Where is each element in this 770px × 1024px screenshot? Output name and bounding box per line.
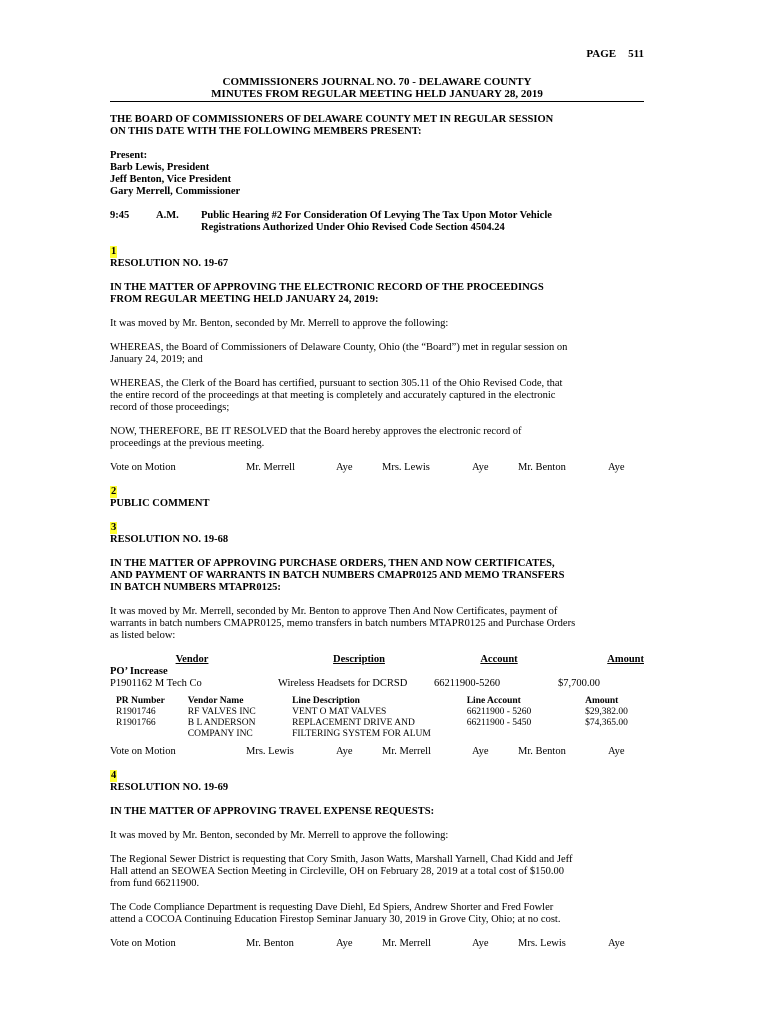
pr-cell [467, 729, 585, 740]
item1-resolved-1: NOW, THEREFORE, BE IT RESOLVED that the Board hereby approves the electronic record of [110, 426, 522, 437]
item4-vote [110, 938, 644, 950]
pr-header-vendor: Vendor Name [187, 696, 244, 706]
item-number-4: 4 [111, 770, 117, 781]
page-label: PAGE [586, 48, 617, 60]
pr-header-number: PR Number [116, 696, 165, 706]
item1-vote [110, 462, 644, 474]
vote-2: Aye [472, 746, 489, 757]
po-increase-label: PO’ Increase [110, 666, 168, 677]
pr-header-account: Line Account [466, 696, 521, 706]
public-comment-heading: PUBLIC COMMENT [110, 498, 210, 509]
pr-table [116, 696, 644, 740]
page-number [586, 48, 644, 60]
item3-moved-3: as listed below: [110, 630, 176, 641]
public-hearing [110, 210, 644, 234]
item3-title-2: AND PAYMENT OF WARRANTS IN BATCH NUMBERS CMAPR0125 AND MEMO TRANSFERS [110, 570, 565, 581]
pr-table-header [116, 696, 644, 707]
member-3: Gary Merrell, Commissioner [110, 186, 241, 197]
voter-2: Mr. Merrell [382, 746, 431, 757]
item4-para-2b: attend a COCOA Continuing Education Firestop Seminar January 30, 2019 in Grove City, Ohio; at no cost. [110, 914, 561, 925]
journal-header [110, 76, 644, 102]
vote-3: Aye [608, 462, 625, 473]
item4-para-1b: Hall attend an SEOWEA Section Meeting in Circleville, OH on February 28, 2019 at a total cost of $150.00 [110, 866, 565, 877]
po-description: Wireless Headsets for DCRSD [278, 678, 408, 689]
item1-title-2: FROM REGULAR MEETING HELD JANUARY 24, 2019: [110, 294, 379, 305]
voter-1: Mr. Benton [246, 938, 294, 949]
pr-cell: 66211900 - 5450 [466, 718, 532, 728]
item4-moved: It was moved by Mr. Benton, seconded by Mr. Merrell to approve the following: [110, 830, 449, 841]
item4-para-1c: from fund 66211900. [110, 878, 200, 889]
po-account: 66211900-5260 [434, 678, 501, 689]
vote-2: Aye [472, 462, 489, 473]
voter-3: Mr. Benton [518, 746, 566, 757]
hearing-line-2: Registrations Authorized Under Ohio Revised Code Section 4504.24 [201, 222, 505, 233]
journal-page [110, 48, 644, 950]
po-amount: $7,700.00 [558, 678, 600, 689]
present-members [110, 150, 644, 198]
voter-2: Mrs. Lewis [382, 462, 430, 473]
member-1: Barb Lewis, President [110, 162, 210, 173]
item4-title: IN THE MATTER OF APPROVING TRAVEL EXPENSE REQUESTS: [110, 806, 435, 817]
table-row [116, 729, 644, 740]
item1-whereas-2c: record of those proceedings; [110, 402, 230, 413]
item1-title-1: IN THE MATTER OF APPROVING THE ELECTRONIC RECORD OF THE PROCEEDINGS [110, 282, 544, 293]
pr-cell: FILTERING SYSTEM FOR ALUM [292, 729, 431, 739]
header-vendor: Vendor [175, 654, 209, 665]
table-row [116, 718, 644, 729]
item1-moved: It was moved by Mr. Benton, seconded by Mr. Merrell to approve the following: [110, 318, 449, 329]
resolution-19-68: RESOLUTION NO. 19-68 [110, 534, 229, 545]
vote-3: Aye [608, 938, 625, 949]
vote-2: Aye [472, 938, 489, 949]
member-2: Jeff Benton, Vice President [110, 174, 232, 185]
vote-1: Aye [336, 938, 353, 949]
item3-title-3: IN BATCH NUMBERS MTAPR0125: [110, 582, 281, 593]
header-line-1: COMMISSIONERS JOURNAL NO. 70 - DELAWARE COUNTY [222, 76, 532, 88]
pr-cell: R1901766 [116, 718, 156, 728]
pr-cell: RF VALVES INC [187, 707, 256, 717]
item1-whereas-1a: WHEREAS, the Board of Commissioners of Delaware County, Ohio (the “Board”) met in regular session on [110, 342, 568, 353]
item-number-2: 2 [111, 486, 117, 497]
item3-moved-2: warrants in batch numbers CMAPR0125, memo transfers in batch numbers MTAPR0125 and Purchase Orders [110, 618, 576, 629]
pr-cell: R1901746 [116, 707, 156, 717]
hearing-line-1: Public Hearing #2 For Consideration Of Levying The Tax Upon Motor Vehicle [201, 210, 552, 221]
pr-cell: REPLACEMENT DRIVE AND [292, 718, 415, 728]
table-row [116, 707, 644, 718]
page-number-value: 511 [628, 48, 644, 60]
pr-cell [585, 729, 644, 740]
item3-title-1: IN THE MATTER OF APPROVING PURCHASE ORDERS, THEN AND NOW CERTIFICATES, [110, 558, 555, 569]
voter-3: Mrs. Lewis [518, 938, 566, 949]
hearing-ampm: A.M. [156, 210, 179, 221]
vendor-table-header [110, 654, 644, 666]
vote-label: Vote on Motion [110, 938, 176, 949]
pr-cell: $29,382.00 [585, 707, 628, 717]
pr-header-description: Line Description [292, 696, 360, 706]
voter-1: Mrs. Lewis [246, 746, 294, 757]
item3-vote [110, 746, 644, 758]
voter-3: Mr. Benton [518, 462, 566, 473]
item4-para-2a: The Code Compliance Department is requesting Dave Diehl, Ed Spiers, Andrew Shorter and Fred Fowler [110, 902, 554, 913]
item3-moved-1: It was moved by Mr. Merrell, seconded by Mr. Benton to approve Then And Now Certificates, payment of [110, 606, 558, 617]
header-amount: Amount [607, 654, 644, 665]
item-number-1: 1 [111, 246, 117, 257]
intro-line-2: ON THIS DATE WITH THE FOLLOWING MEMBERS PRESENT: [110, 126, 422, 137]
po-row [110, 678, 644, 690]
pr-cell: COMPANY INC [187, 729, 253, 739]
item4-para-1a: The Regional Sewer District is requesting that Cory Smith, Jason Watts, Marshall Yarnell, Chad Kidd and Jeff [110, 854, 573, 865]
vote-1: Aye [336, 746, 353, 757]
pr-cell: $74,365.00 [585, 718, 628, 728]
vote-label: Vote on Motion [110, 746, 176, 757]
intro-line-1: THE BOARD OF COMMISSIONERS OF DELAWARE COUNTY MET IN REGULAR SESSION [110, 114, 554, 125]
pr-cell: 66211900 - 5260 [466, 707, 532, 717]
vote-label: Vote on Motion [110, 462, 176, 473]
present-label: Present: [110, 150, 148, 161]
resolution-19-67: RESOLUTION NO. 19-67 [110, 258, 229, 269]
voter-2: Mr. Merrell [382, 938, 431, 949]
item1-whereas-2a: WHEREAS, the Clerk of the Board has certified, pursuant to section 305.11 of the Ohio Revised Code, that [110, 378, 563, 389]
resolution-19-69: RESOLUTION NO. 19-69 [110, 782, 229, 793]
item1-resolved-2: proceedings at the previous meeting. [110, 438, 265, 449]
voter-1: Mr. Merrell [246, 462, 295, 473]
item-number-3: 3 [111, 522, 117, 533]
vote-3: Aye [608, 746, 625, 757]
header-description: Description [333, 654, 385, 665]
item1-whereas-1b: January 24, 2019; and [110, 354, 203, 365]
pr-header-amount: Amount [585, 696, 619, 706]
header-account: Account [480, 654, 518, 665]
pr-cell [116, 729, 188, 740]
pr-cell: B L ANDERSON [187, 718, 256, 728]
po-vendor: P1901162 M Tech Co [110, 678, 202, 689]
header-line-2: MINUTES FROM REGULAR MEETING HELD JANUARY 28, 2019 [211, 88, 543, 100]
vote-1: Aye [336, 462, 353, 473]
hearing-time: 9:45 [110, 210, 130, 221]
pr-cell: VENT O MAT VALVES [292, 707, 387, 717]
item1-whereas-2b: the entire record of the proceedings at that meeting is completely and accurately captured in the electronic [110, 390, 556, 401]
